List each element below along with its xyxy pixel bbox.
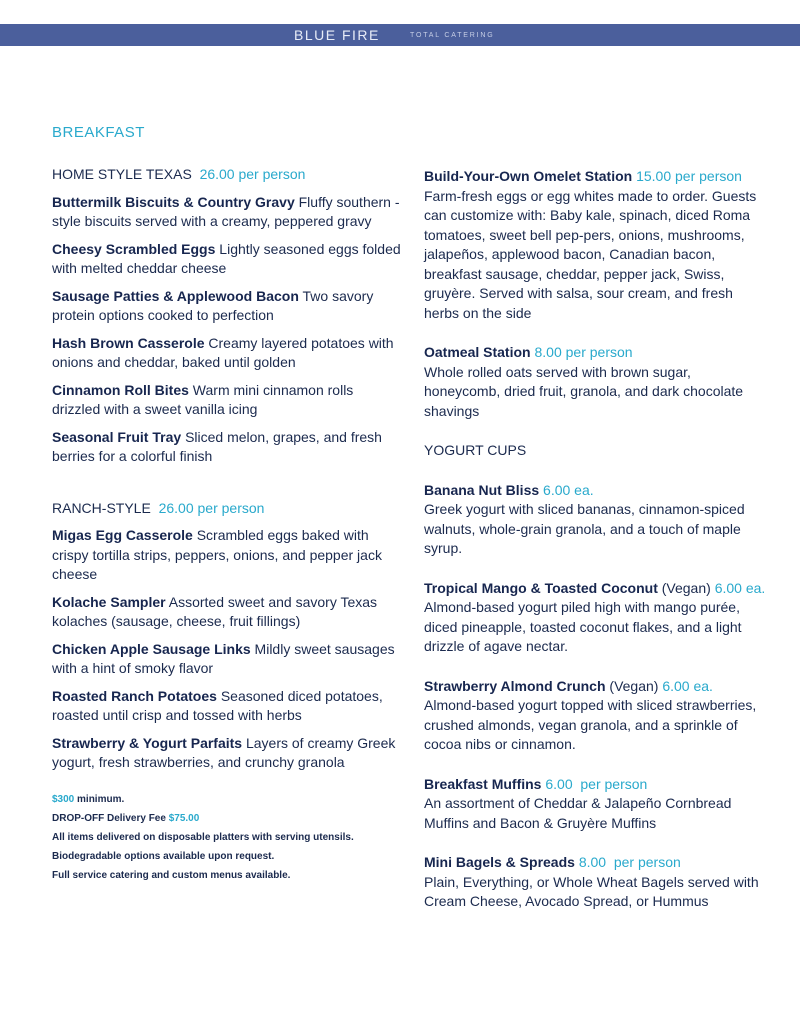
minimum-amount: $300	[52, 794, 75, 805]
biodegradable-note: Biodegradable options available upon request.	[52, 851, 275, 862]
item-desc: Farm-fresh eggs or egg whites made to order. Guests can customize with: Baby kale, spinach, diced Roma tomatoes, sweet bell pep-pers, onions, mushrooms, jalapeños, applewood bacon, Canadian bacon, breakfast sausage, cheddar, pepper jack, Swiss, gruyère. Served with salsa, sour cream, and fresh herbs on the side	[424, 187, 757, 321]
yogurt-item	[424, 579, 769, 657]
item-name: Roasted Ranch Potatoes	[52, 687, 217, 704]
item-name: Build-Your-Own Omelet Station	[424, 168, 633, 184]
menu-item	[52, 428, 402, 467]
item-price: 6.00 per person	[545, 775, 648, 792]
item-price: 15.00 per person	[636, 168, 742, 184]
item-desc: Layers of creamy Greek yogurt, fresh strawberries, and crunchy granola	[52, 734, 396, 770]
item-desc: Plain, Everything, or Whole Wheat Bagels served with Cream Cheese, Avocado Spread, or Hummus	[424, 873, 759, 909]
item-price: 6.00 ea.	[714, 579, 766, 596]
menu-item	[52, 734, 402, 773]
breakfast-muffins	[424, 775, 769, 834]
item-price: 8.00 per person	[534, 344, 633, 360]
order-notes	[52, 790, 412, 885]
item-name: Hash Brown Casserole	[52, 334, 205, 351]
home-style-title: HOME STYLE TEXAS	[52, 166, 192, 182]
delivery-fee: $75.00	[168, 813, 200, 824]
brand-tagline: TOTAL CATERING	[410, 32, 495, 39]
menu-item	[52, 287, 402, 326]
item-desc: Mildly sweet sausages with a hint of smoky flavor	[52, 640, 395, 676]
item-desc: Lightly seasoned eggs folded with melted cheddar cheese	[52, 240, 401, 276]
item-desc: Scrambled eggs baked with crispy tortilla strips, peppers, onions, and pepper jack cheese	[52, 527, 382, 582]
section-title: BREAKFAST	[52, 124, 145, 141]
item-name: Buttermilk Biscuits & Country Gravy	[52, 193, 295, 210]
omelet-station	[424, 167, 769, 323]
right-column	[424, 167, 769, 912]
menu-item	[52, 381, 402, 420]
item-desc: Fluffy southern -style biscuits served with a creamy, peppered gravy	[52, 193, 400, 229]
item-desc: An assortment of Cheddar & Jalapeño Cornbread Muffins and Bacon & Gruyère Muffins	[424, 795, 732, 831]
item-desc: Sliced melon, grapes, and fresh berries for a colorful finish	[52, 428, 382, 464]
header-banner	[0, 24, 800, 46]
minimum-label: minimum.	[77, 794, 125, 805]
item-name: Kolache Sampler	[52, 593, 166, 610]
item-name: Tropical Mango & Toasted Coconut	[424, 579, 658, 596]
yogurt-item	[424, 481, 769, 559]
menu-item	[52, 593, 402, 632]
menu-item	[52, 526, 402, 585]
yogurt-item	[424, 677, 769, 755]
menu-item	[52, 687, 402, 726]
yogurt-cups-title: YOGURT CUPS	[424, 442, 527, 458]
ranch-style-title: RANCH-STYLE	[52, 499, 151, 516]
item-name: Mini Bagels & Spreads	[424, 854, 575, 870]
item-name: Oatmeal Station	[424, 344, 531, 360]
item-name: Seasonal Fruit Tray	[52, 428, 182, 445]
item-desc: Creamy layered potatoes with onions and cheddar, baked until golden	[52, 334, 394, 370]
delivery-note	[52, 809, 412, 828]
menu-item	[52, 334, 402, 373]
item-name: Banana Nut Bliss	[424, 481, 540, 498]
platters-note: All items delivered on disposable platters with serving utensils.	[52, 832, 354, 843]
menu-item	[52, 193, 402, 232]
item-desc: Whole rolled oats served with brown sugar, honeycomb, dried fruit, granola, and dark chocolate shavings	[424, 363, 744, 419]
delivery-label: DROP-OFF Delivery Fee	[52, 813, 166, 824]
item-name: Sausage Patties & Applewood Bacon	[52, 287, 299, 304]
item-desc: Seasoned diced potatoes, roasted until crisp and tossed with herbs	[52, 687, 383, 723]
ranch-style-heading	[52, 499, 402, 519]
item-desc: Warm mini cinnamon rolls drizzled with a sweet vanilla icing	[52, 381, 354, 417]
item-note: (Vegan)	[661, 579, 711, 596]
item-name: Cheesy Scrambled Eggs	[52, 240, 216, 257]
ranch-style-price: 26.00 per person	[158, 499, 265, 516]
full-service-note: Full service catering and custom menus available.	[52, 870, 291, 881]
mini-bagels	[424, 853, 769, 912]
item-desc: Almond-based yogurt topped with sliced strawberries, crushed almonds, vegan granola, and a sprinkle of cocoa nibs or cinnamon.	[424, 697, 757, 752]
item-price: 6.00 ea.	[543, 481, 594, 498]
brand-name: BLUE FIRE	[294, 27, 380, 43]
menu-item	[52, 240, 402, 279]
item-name: Strawberry & Yogurt Parfaits	[52, 734, 243, 751]
item-note: (Vegan)	[609, 677, 659, 694]
menu-item	[52, 640, 402, 679]
item-name: Migas Egg Casserole	[52, 527, 193, 543]
item-price: 8.00 per person	[578, 854, 681, 870]
item-name: Cinnamon Roll Bites	[52, 381, 189, 398]
item-desc: Assorted sweet and savory Texas kolaches (sausage, cheese, fruit fillings)	[52, 593, 378, 629]
left-column	[52, 165, 402, 773]
item-price: 6.00 ea.	[662, 677, 713, 694]
item-desc: Greek yogurt with sliced bananas, cinnamon-spiced walnuts, whole-grain granola, and a touch of maple syrup.	[424, 501, 745, 556]
minimum-note	[52, 790, 412, 809]
item-name: Strawberry Almond Crunch	[424, 677, 606, 694]
item-name: Chicken Apple Sausage Links	[52, 640, 251, 657]
home-style-heading	[52, 165, 402, 185]
item-desc: Almond-based yogurt piled high with mango purée, diced pineapple, toasted coconut flakes, and a light drizzle of agave nectar.	[424, 599, 742, 654]
item-desc: Two savory protein options cooked to perfection	[52, 287, 374, 323]
oatmeal-station	[424, 343, 769, 421]
item-name: Breakfast Muffins	[424, 775, 542, 792]
home-style-price: 26.00 per person	[199, 166, 306, 182]
